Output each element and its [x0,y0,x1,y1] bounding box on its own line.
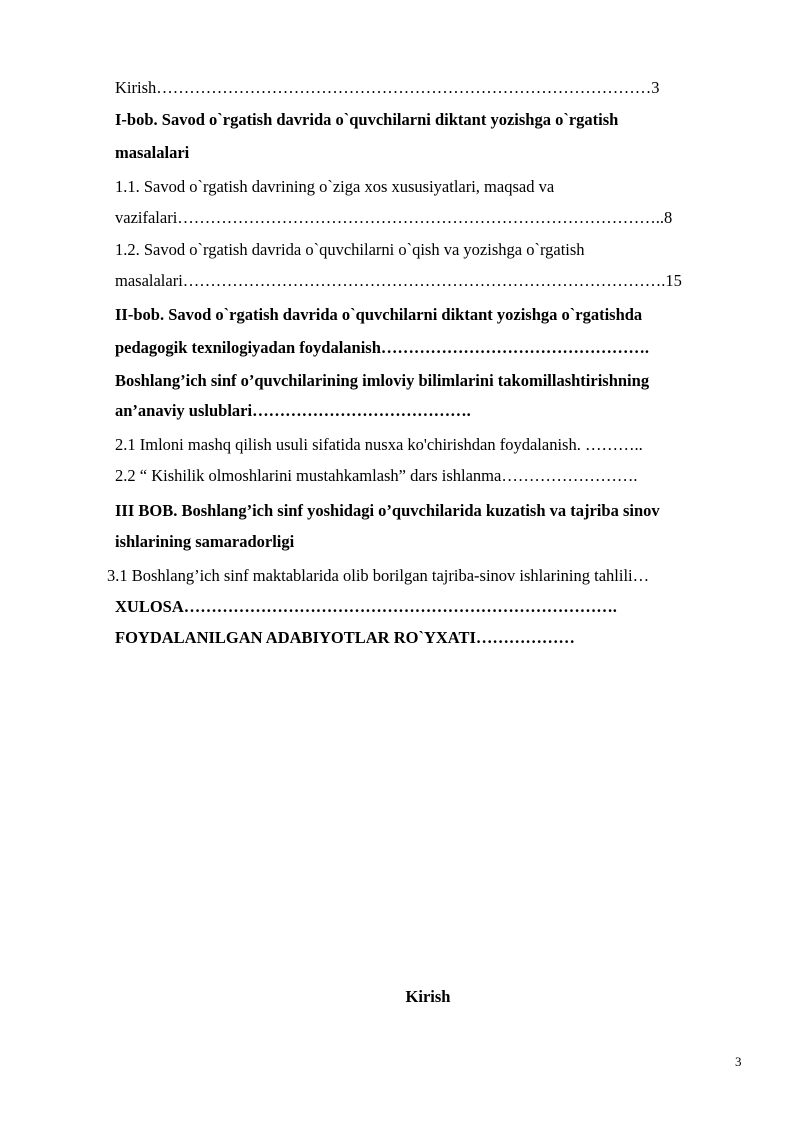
toc-entry-section-1-1-cont: vazifalari……………………………………………………………………………..8 [115,208,673,227]
toc-entry-conclusion: XULOSA……………………………………………………………………. [115,597,617,616]
toc-entry-chapter-3-title-cont: ishlarining samaradorligi [115,532,295,551]
toc-entry-chapter-1-title-cont: masalalari [115,143,190,162]
toc-entry-chapter-2-subtitle-cont: an’anaviy uslublari…………………………………. [115,401,471,420]
toc-entry-section-2-2: 2.2 “ Kishilik olmoshlarini mustahkamlash” dars ishlanma……………………. [115,466,638,485]
toc-entry-section-3-1: 3.1 Boshlang’ich sinf maktablarida olib borilgan tajriba-sinov ishlarining tahlili… [107,566,650,585]
toc-entry-bibliography: FOYDALANILGAN ADABIYOTLAR RO`YXATI……………… [115,628,575,647]
toc-entry-section-2-1: 2.1 Imloni mashq qilish usuli sifatida nusxa ko'chirishdan foydalanish. ……….. [115,435,643,454]
toc-entry-section-1-2: 1.2. Savod o`rgatish davrida o`quvchilarni o`qish va yozishga o`rgatish [115,240,585,259]
toc-entry-introduction: Kirish………………………………………………………………………………3 [115,78,660,97]
toc-entry-chapter-2-title-cont: pedagogik texnilogiyadan foydalanish…………………………………………. [115,338,650,357]
toc-entry-chapter-2-subtitle: Boshlang’ich sinf o’quvchilarining imloviy bilimlarini takomillashtirishning [115,371,650,390]
toc-entry-chapter-1-title: I-bob. Savod o`rgatish davrida o`quvchilarni diktant yozishga o`rgatish [115,110,619,129]
toc-entry-section-1-2-cont: masalalari…………………………………………………………………………….15 [115,271,682,290]
toc-entry-section-1-1: 1.1. Savod o`rgatish davrining o`ziga xos xususiyatlari, maqsad va [115,177,555,196]
toc-entry-chapter-2-title: II-bob. Savod o`rgatish davrida o`quvchilarni diktant yozishga o`rgatishda [115,305,643,324]
page-number: 3 [735,1054,742,1069]
toc-entry-chapter-3-title: III BOB. Boshlang’ich sinf yoshidagi o’quvchilarida kuzatish va tajriba sinov [115,501,660,520]
section-heading-kirish: Kirish [405,987,451,1006]
